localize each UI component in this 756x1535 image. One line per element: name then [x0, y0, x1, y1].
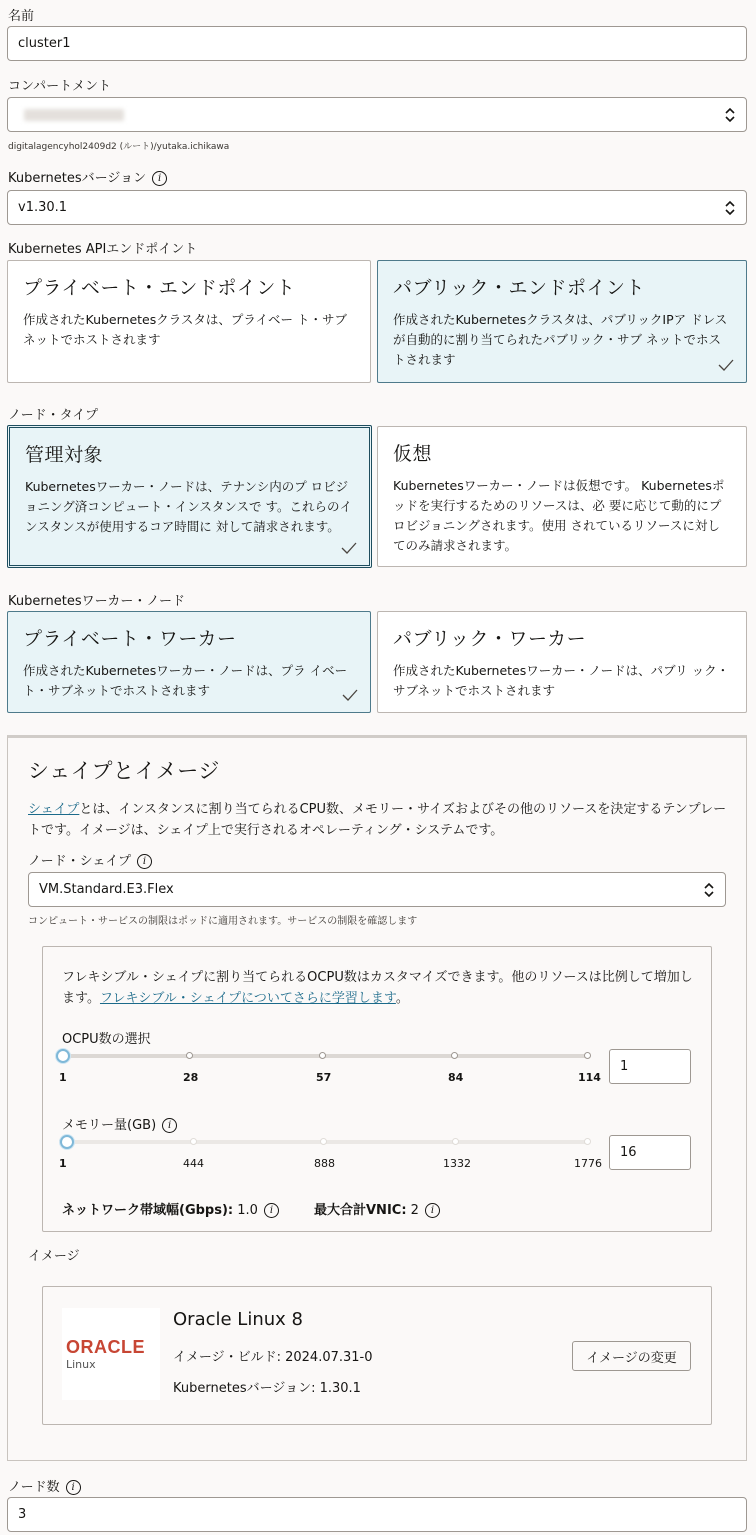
- managed-title: 管理対象: [25, 444, 104, 466]
- managed-node-card[interactable]: [7, 425, 372, 568]
- flex-shape-link[interactable]: フレキシブル・シェイプについてさらに学習します: [99, 991, 396, 1006]
- ocpu-tick-label: 114: [578, 1071, 601, 1084]
- ocpu-tick: [186, 1052, 193, 1059]
- checkmark-icon: [342, 688, 358, 702]
- image-build: イメージ・ビルド: 2024.07.31-0: [173, 1350, 373, 1365]
- private-worker-desc: 作成されたKubernetesワーカー・ノードは、プラ イベート・サブネットでホストされます: [23, 663, 348, 698]
- memory-tick-label: 1: [59, 1157, 67, 1170]
- node-shape-label: ノード・シェイプ i: [28, 850, 152, 869]
- max-vnic-value: 2: [410, 1203, 419, 1218]
- change-image-button[interactable]: イメージの変更: [572, 1341, 691, 1371]
- ocpu-label: OCPU数の選択: [62, 1032, 151, 1047]
- ocpu-tick-label: 84: [448, 1071, 464, 1084]
- node-type-label: ノード・タイプ: [8, 408, 98, 423]
- managed-desc: Kubernetesワーカー・ノードは、テナンシ内のプ ロビジョニング済コンピュート・インスタンスで す。これらのインスタンスが使用するコア時間に 対して請求されます。: [25, 479, 352, 534]
- public-endpoint-desc: 作成されたKubernetesクラスタは、パブリックIPア ドレスが自動的に割り当てられたパブリック・サブ ネットでホストされます: [393, 312, 728, 367]
- compartment-label: コンパートメント: [8, 79, 111, 94]
- compartment-select[interactable]: [7, 97, 747, 132]
- compartment-blurred-value: [24, 109, 124, 121]
- ocpu-slider-thumb[interactable]: [56, 1049, 70, 1063]
- worker-nodes-label: Kubernetesワーカー・ノード: [8, 594, 185, 609]
- name-label: 名前: [8, 9, 35, 24]
- network-bandwidth: ネットワーク帯域幅(Gbps): 1.0 i: [62, 1199, 279, 1218]
- oracle-linux-logo: ORACLE Linux: [62, 1308, 160, 1400]
- shape-link[interactable]: シェイプ: [28, 802, 80, 817]
- private-endpoint-desc: 作成されたKubernetesクラスタは、プライベー ト・サブネットでホストされます: [23, 312, 347, 347]
- k8s-version-label: Kubernetesバージョン i: [8, 167, 167, 186]
- memory-tick: [190, 1138, 197, 1145]
- memory-tick: [584, 1138, 591, 1145]
- public-endpoint-title: パブリック・エンドポイント: [393, 277, 645, 299]
- memory-tick-label: 888: [314, 1157, 335, 1170]
- image-name: Oracle Linux 8: [173, 1309, 303, 1330]
- info-icon[interactable]: i: [264, 1203, 279, 1218]
- virtual-node-card[interactable]: [377, 426, 747, 567]
- shape-intro: シェイプとは、インスタンスに割り当てられるCPU数、メモリー・サイズおよびその他のリソースを決定するテンプレートです。イメージは、シェイプ上で実行されるオペレーティング・システムです。: [28, 802, 727, 838]
- info-icon[interactable]: i: [66, 1480, 81, 1495]
- virtual-desc: Kubernetesワーカー・ノードは仮想です。 Kubernetesポッドを実行するためのリソースは、必 要に応じて動的にプロビジョニングされます。使用 されているリソースに対してのみ請求されます。: [393, 478, 725, 553]
- k8s-version-value: v1.30.1: [18, 200, 68, 215]
- limits-note: コンピュート・サービスの制限はポッドに適用されます。サービスの制限を確認します: [28, 916, 418, 927]
- max-vnic: 最大合計VNIC: 2 i: [314, 1199, 440, 1218]
- ocpu-tick-label: 28: [183, 1071, 199, 1084]
- private-endpoint-title: プライベート・エンドポイント: [23, 277, 296, 299]
- info-icon[interactable]: i: [137, 854, 152, 869]
- image-k8s-version: Kubernetesバージョン: 1.30.1: [173, 1381, 361, 1396]
- memory-tick-label: 444: [183, 1157, 204, 1170]
- checkmark-icon: [341, 541, 357, 555]
- chevron-updown-icon: [703, 881, 715, 899]
- chevron-updown-icon: [724, 199, 736, 217]
- memory-tick-label: 1776: [574, 1157, 602, 1170]
- image-label: イメージ: [28, 1249, 80, 1264]
- public-endpoint-card[interactable]: [377, 260, 747, 383]
- private-worker-title: プライベート・ワーカー: [23, 628, 237, 650]
- node-shape-select[interactable]: [28, 872, 726, 907]
- virtual-title: 仮想: [393, 443, 433, 465]
- node-shape-value: VM.Standard.E3.Flex: [39, 882, 174, 897]
- public-worker-desc: 作成されたKubernetesワーカー・ノードは、パブリ ック・サブネットでホストされます: [393, 663, 730, 698]
- memory-tick-label: 1332: [443, 1157, 471, 1170]
- ocpu-tick: [451, 1052, 458, 1059]
- private-worker-card[interactable]: [7, 611, 371, 713]
- api-endpoint-label: Kubernetes APIエンドポイント: [8, 242, 198, 257]
- ocpu-tick: [584, 1052, 591, 1059]
- info-icon[interactable]: i: [152, 171, 167, 186]
- ocpu-tick-label: 57: [316, 1071, 332, 1084]
- checkmark-icon: [718, 358, 734, 372]
- info-icon[interactable]: i: [162, 1118, 177, 1133]
- memory-tick: [320, 1138, 327, 1145]
- public-worker-card[interactable]: [377, 611, 747, 713]
- ocpu-tick: [319, 1052, 326, 1059]
- memory-input[interactable]: 16: [609, 1135, 691, 1170]
- memory-label: メモリー量(GB) i: [62, 1114, 177, 1133]
- memory-tick: [452, 1138, 459, 1145]
- info-icon[interactable]: i: [425, 1203, 440, 1218]
- shape-section-title: シェイプとイメージ: [28, 759, 220, 783]
- ocpu-tick-label: 1: [59, 1071, 67, 1084]
- public-worker-title: パブリック・ワーカー: [393, 628, 587, 650]
- network-bandwidth-value: 1.0: [237, 1203, 258, 1218]
- flex-description: フレキシブル・シェイプに割り当てられるOCPU数はカスタマイズできます。他のリソースは比例して増加します。フレキシブル・シェイプについてさらに学習します。: [62, 970, 693, 1006]
- node-count-input[interactable]: 3: [7, 1497, 747, 1532]
- compartment-path: digitalagencyhol2409d2 (ルート)/yutaka.ichikawa: [8, 142, 230, 152]
- node-count-label: ノード数 i: [8, 1476, 81, 1495]
- k8s-version-select[interactable]: [7, 190, 747, 225]
- name-input[interactable]: cluster1: [7, 26, 747, 61]
- private-endpoint-card[interactable]: [7, 260, 371, 383]
- chevron-updown-icon: [724, 106, 736, 124]
- ocpu-count-input[interactable]: 1: [609, 1049, 691, 1084]
